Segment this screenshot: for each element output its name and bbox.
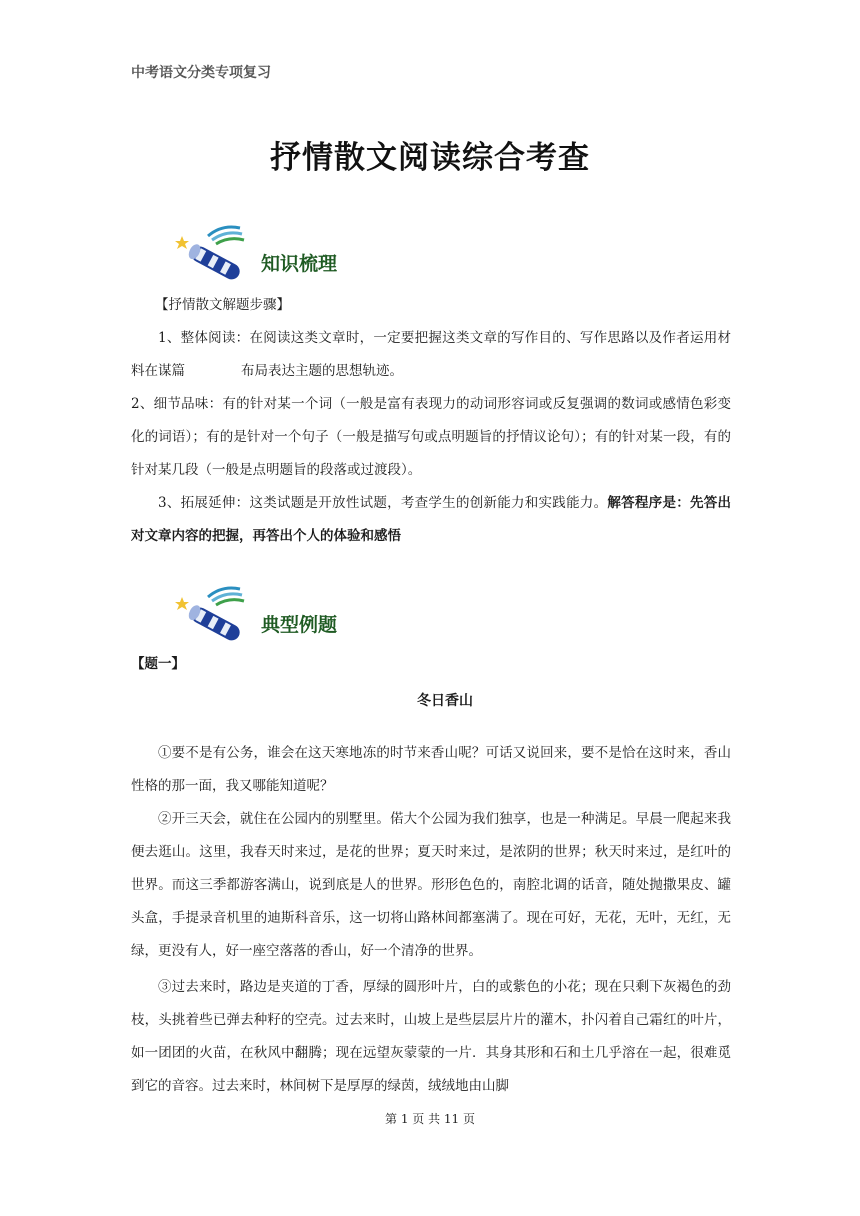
- telescope-star-icon: [174, 222, 264, 282]
- step-3-paragraph: 3、拓展延伸：这类试题是开放性试题，考查学生的创新能力和实践能力。解答程序是：先答出对文章内容的把握，再答出个人的体验和感悟: [131, 495, 732, 544]
- section-heading-examples: [174, 583, 374, 643]
- page-footer: 第 1 页 共 11 页: [385, 1112, 475, 1126]
- step-1-paragraph: 1、整体阅读：在阅读这类文章时，一定要把握这类文章的写作目的、写作思路以及作者运用材料在谋篇 布局表达主题的思想轨迹。: [131, 330, 731, 379]
- section-label: 典型例题: [261, 614, 338, 636]
- article-paragraph-1: ①要不是有公务，谁会在这天寒地冻的时节来香山呢？可话又说回来，要不是恰在这时来，香山性格的那一面，我又哪能知道呢？: [131, 745, 731, 794]
- section-label: 知识梳理: [261, 253, 338, 275]
- article-paragraph-2: ②开三天会，就住在公园内的别墅里。偌大个公园为我们独享，也是一种满足。早晨一爬起来我便去逛山。这里，我春天时来过，是花的世界；夏天时来过，是浓阴的世界；秋天时来过，是红叶的世界。而这三季都游客满山，说到底是人的世界。形形色色的，南腔北调的话音，随处抛撒果皮、罐头盒，手提录音机里的迪斯科音乐，这一切将山路林间都塞满了。现在可好，无花，无叶，无红，无绿，更没有人，好一座空落落的香山，好一个清净的世界。: [131, 811, 731, 959]
- section-heading-knowledge: [174, 222, 374, 282]
- document-title: 抒情散文阅读综合考查: [270, 140, 590, 176]
- article-paragraph-3: ③过去来时，路边是夹道的丁香，厚绿的圆形叶片，白的或紫色的小花；现在只剩下灰褐色的劲枝，头挑着些已弹去种籽的空壳。过去来时，山坡上是些层层片片的灌木，扑闪着自己霜红的叶片，如一团团的火苗，在秋风中翻腾；现在远望灰蒙蒙的一片．其身其形和石和土几乎溶在一起，很难觅到它的音容。过去来时，林间树下是厚厚的绿茵，绒绒地由山脚: [131, 979, 731, 1094]
- step-2-paragraph: 2、细节品味：有的针对某一个词（一般是富有表现力的动词形容词或反复强调的数词或感情色彩变化的词语）；有的是针对一个句子（一般是描写句或点明题旨的抒情议论句）；有的针对某一段，有的针对某几段（一般是点明题旨的段落或过渡段）。: [131, 396, 731, 478]
- running-header: 中考语文分类专项复习: [131, 65, 271, 81]
- article-title: 冬日香山: [417, 693, 473, 709]
- section-subheading: 【抒情散文解题步骤】: [155, 297, 290, 313]
- question-label: 【题一】: [131, 656, 185, 672]
- telescope-star-icon: [174, 583, 264, 643]
